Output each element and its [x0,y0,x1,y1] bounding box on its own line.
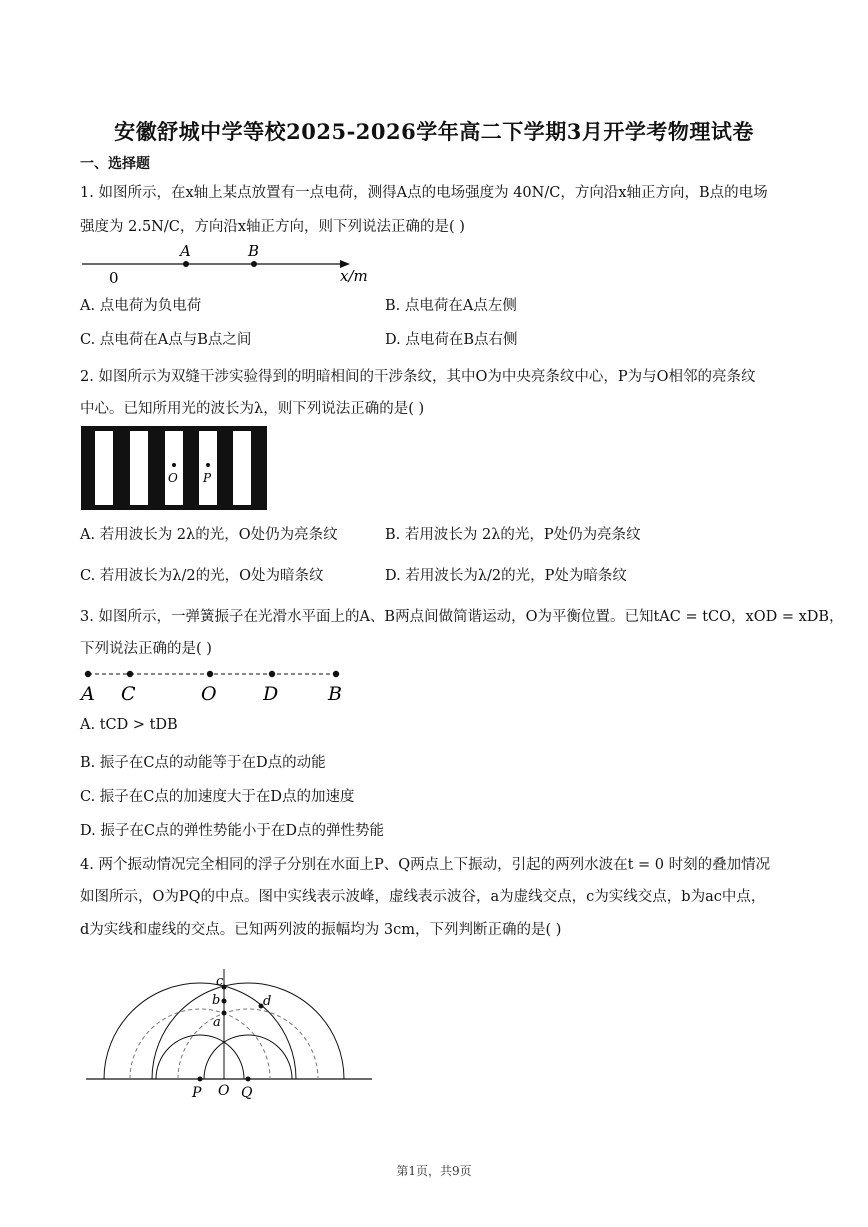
q1-label-a: A [180,242,191,260]
bright-fringe [165,431,183,505]
q4-label-q: Q [241,1085,253,1101]
q3-option-a: A. tCD > tDB [80,717,178,733]
q4-label-a: a [213,1015,221,1030]
q3-label-a: A [81,683,95,705]
q2-stem-line-1: 2. 如图所示为双缝干涉实验得到的明暗相间的干涉条纹，其中O为中央亮条纹中心，P为与O相邻的亮条纹 [80,369,756,385]
bright-fringe [199,431,217,505]
bright-fringe [95,431,113,505]
q1-point-b [251,261,257,267]
q2-label-p: P [203,471,212,485]
q2-option-a: A. 若用波长为 2λ的光，O处仍为亮条纹 [80,527,338,543]
q3-option-d: D. 振子在C点的弹性势能小于在D点的弹性势能 [80,823,385,839]
q1-stem-line-2: 强度为 2.5N/C，方向沿x轴正方向，则下列说法正确的是( ) [80,219,465,235]
q1-option-c: C. 点电荷在A点与B点之间 [80,332,252,348]
q1-option-b: B. 点电荷在A点左侧 [385,298,517,314]
q1-label-b: B [248,242,260,260]
q2-option-c: C. 若用波长为λ/2的光，O处为暗条纹 [80,568,324,584]
q2-option-d: D. 若用波长为λ/2的光，P处为暗条纹 [385,568,627,584]
q4-label-c: c [216,974,224,989]
q4-label-b: b [212,993,221,1008]
q3-option-b: B. 振子在C点的动能等于在D点的动能 [80,755,326,771]
q3-label-b: B [328,683,342,705]
page-title: 安徽舒城中学等校2025-2026学年高二下学期3月开学考物理试卷 [114,119,754,144]
q1-label-origin: 0 [109,269,119,287]
q2-label-o: O [168,471,178,485]
q1-stem-line-1: 1. 如图所示，在x轴上某点放置有一点电荷，测得A点的电场强度为 40N/C，方向沿x轴正方向，B点的电场 [80,185,768,201]
bright-fringe [233,431,251,505]
q3-label-o: O [201,683,217,705]
q3-stem-line-1: 3. 如图所示，一弹簧振子在光滑水平面上的A、B两点间做简谐运动，O为平衡位置。已知tAC = tCO，xOD = xDB， [80,609,844,625]
q2-fringe-figure [81,426,269,512]
section-heading: 一、选择题 [80,156,150,172]
q4-label-o: O [218,1083,230,1099]
q2-option-b: B. 若用波长为 2λ的光，P处仍为亮条纹 [385,527,641,543]
q2-stem-line-2: 中心。已知所用光的波长为λ，则下列说法正确的是( ) [80,401,425,417]
q4-stem-line-1: 4. 两个振动情况完全相同的浮子分别在水面上P、Q两点上下振动，引起的两列水波在t = 0 时刻的叠加情况 [80,857,771,873]
q4-wave-figure [80,965,380,1105]
q3-stem-line-2: 下列说法正确的是( ) [80,641,212,657]
q1-point-a [183,261,189,267]
q1-option-d: D. 点电荷在B点右侧 [385,332,518,348]
q4-label-p: P [192,1085,202,1101]
q4-label-d: d [263,994,272,1009]
q3-spring-figure [78,660,358,706]
bright-fringe [130,431,148,505]
q3-option-c: C. 振子在C点的加速度大于在D点的加速度 [80,789,355,805]
q3-label-c: C [121,683,136,705]
q1-axis-label: x/m [340,267,368,285]
q4-stem-line-2: 如图所示，O为PQ的中点。图中实线表示波峰，虚线表示波谷，a为虚线交点，c为实线交点，b为ac中点， [80,889,766,905]
q1-option-a: A. 点电荷为负电荷 [80,298,202,314]
q4-stem-line-3: d为实线和虚线的交点。已知两列波的振幅均为 3cm，下列判断正确的是( ) [80,922,562,938]
q3-label-d: D [263,683,279,705]
page-footer: 第1页，共9页 [396,1164,472,1178]
q1-axis-figure [78,240,378,288]
